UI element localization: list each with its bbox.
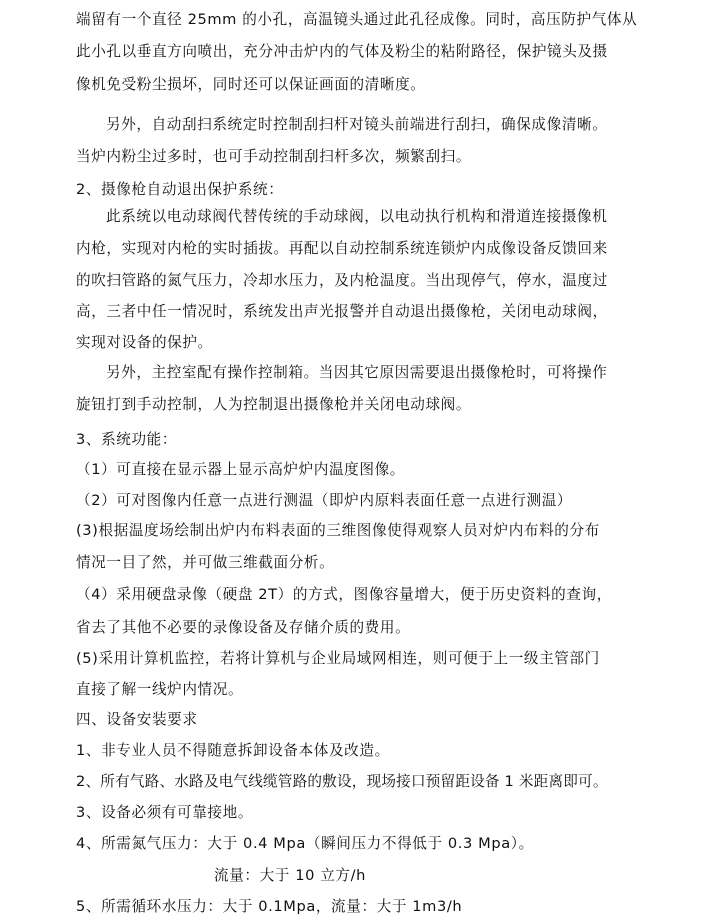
list-item: 2、所有气路、水路及电气线缆管路的敷设，现场接口预留距设备 1 米距离即可。 xyxy=(76,773,608,790)
list-item-continuation: 省去了其他不必要的录像设备及存储介质的费用。 xyxy=(76,619,411,636)
list-item: (5)采用计算机监控，若将计算机与企业局域网相连，则可便于上一级主管部门 xyxy=(76,650,600,667)
list-item-continuation: 流量：大于 10 立方/h xyxy=(214,867,366,884)
paragraph-line: 实现对设备的保护。 xyxy=(76,334,213,351)
paragraph-line: 端留有一个直径 25mm 的小孔，高温镜头通过此孔径成像。同时，高压防护气体从 xyxy=(76,11,638,28)
section-heading: 3、系统功能： xyxy=(76,431,178,448)
paragraph-line: 内枪，实现对内枪的实时插拔。再配以自动控制系统连锁炉内成像设备反馈回来 xyxy=(76,240,608,257)
list-item-continuation: 直接了解一线炉内情况。 xyxy=(76,681,244,698)
paragraph-line: 高，三者中任一情况时，系统发出声光报警并自动退出摄像枪，关闭电动球阀， xyxy=(76,303,608,320)
list-item-continuation: 情况一目了然，并可做三维截面分析。 xyxy=(76,554,335,571)
paragraph-line: 旋钮打到手动控制，人为控制退出摄像枪并关闭电动球阀。 xyxy=(76,396,472,413)
list-item: 4、所需氮气压力：大于 0.4 Mpa（瞬间压力不得低于 0.3 Mpa）。 xyxy=(76,835,534,852)
paragraph-line: 此系统以电动球阀代替传统的手动球阀，以电动执行机构和滑道连接摄像机 xyxy=(106,208,608,225)
paragraph-line: 此小孔以垂直方向喷出，充分冲击炉内的气体及粉尘的粘附路径，保护镜头及摄 xyxy=(76,43,608,60)
paragraph-line: 当炉内粉尘过多时，也可手动控制刮扫杆多次，频繁刮扫。 xyxy=(76,148,472,165)
paragraph-line: 另外，自动刮扫系统定时控制刮扫杆对镜头前端进行刮扫，确保成像清晰。 xyxy=(106,116,608,133)
paragraph-line: 另外，主控室配有操作控制箱。当因其它原因需要退出摄像枪时，可将操作 xyxy=(106,364,608,381)
section-heading: 2、摄像枪自动退出保护系统： xyxy=(76,181,284,198)
list-item: (3)根据温度场绘制出炉内布料表面的三维图像使得观察人员对炉内布料的分布 xyxy=(76,522,600,539)
list-item: （4）采用硬盘录像（硬盘 2T）的方式，图像容量增大，便于历史资料的查询， xyxy=(76,586,612,603)
paragraph-line: 的吹扫管路的氮气压力，冷却水压力，及内枪温度。当出现停气，停水，温度过 xyxy=(76,272,608,289)
section-heading: 四、设备安装要求 xyxy=(76,711,198,728)
list-item: （1）可直接在显示器上显示高炉炉内温度图像。 xyxy=(76,461,405,478)
list-item: 1、非专业人员不得随意拆卸设备本体及改造。 xyxy=(76,742,390,759)
list-item: 3、设备必须有可靠接地。 xyxy=(76,804,254,821)
list-item: 5、所需循环水压力：大于 0.1Mpa，流量：大于 1m3/h xyxy=(76,898,463,915)
list-item: （2）可对图像内任意一点进行测温（即炉内原料表面任意一点进行测温） xyxy=(76,492,573,509)
paragraph-line: 像机免受粉尘损坏，同时还可以保证画面的清晰度。 xyxy=(76,76,426,93)
